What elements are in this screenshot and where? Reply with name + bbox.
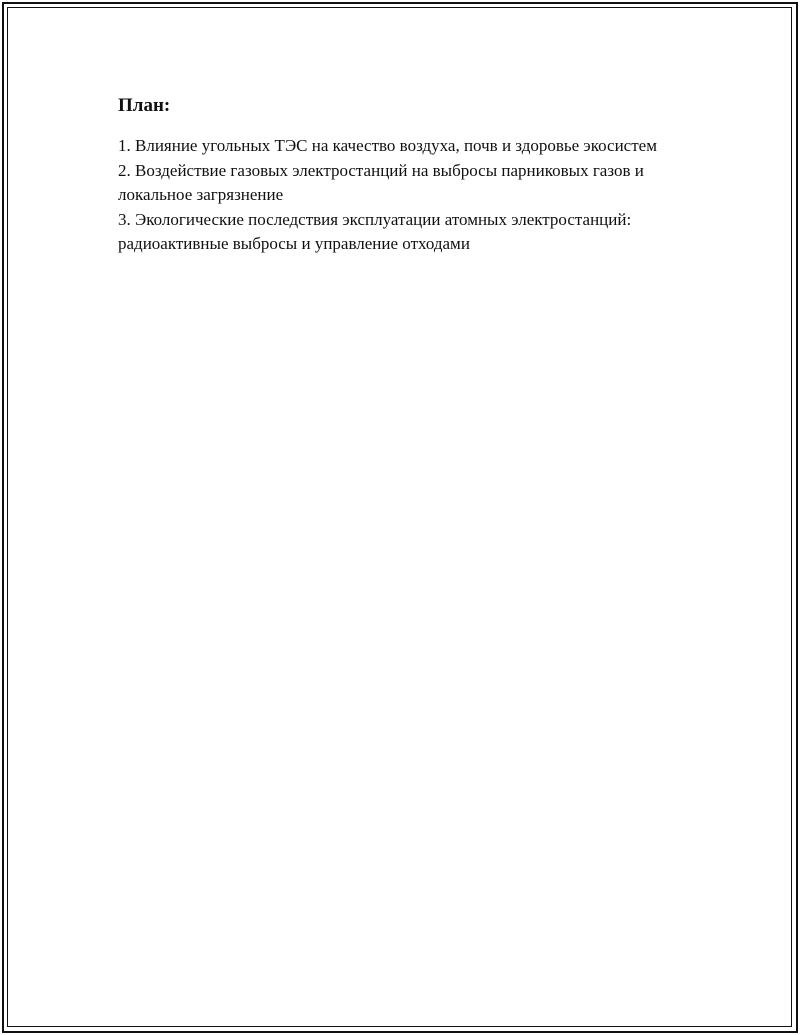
document-content	[118, 94, 698, 257]
plan-heading: План:	[118, 95, 171, 116]
plan-item-2: 2. Воздействие газовых электростанций на выбросы парниковых газов и локальное загрязнение	[118, 160, 644, 204]
plan-item-1: 1. Влияние угольных ТЭС на качество воздуха, почв и здоровье экосистем	[118, 136, 657, 155]
plan-list	[118, 134, 698, 257]
plan-item-3: 3. Экологические последствия эксплуатации атомных электростанций: радиоактивные выбросы и управление отходами	[118, 209, 632, 253]
